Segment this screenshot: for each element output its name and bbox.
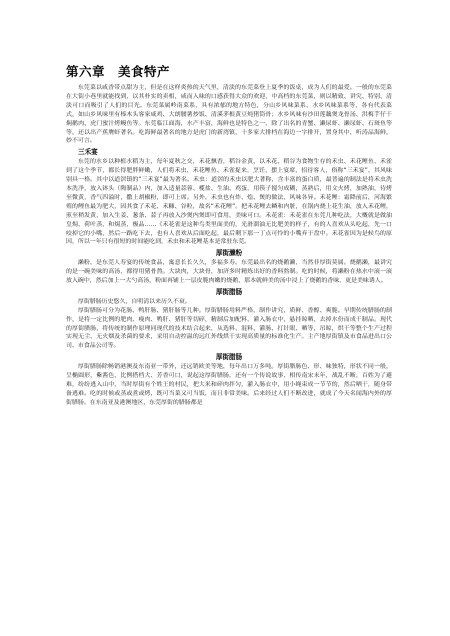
- section-heading: 厚街濑粉: [215, 249, 243, 258]
- paragraph: 濑粉，是东莞人寿宴的传统食品，寓意长长久久，多福多寿。东莞最出名的烧鹅濑，当然非厚街莫属。烧鹅濑，最讲究的是一碗美味的高汤，都得用猪骨熬。大块肉，大块骨，加济多时精炼出好的香料熬制。吃的时候，将濑粉在热水中滚一滚放入碗中，然后加上一大勺高汤，粉面再铺上一层皮脆肉嫩的烧鹅，那本就鲜美的汤中浸上了烧鹅的香味，更是美味诱人。: [66, 259, 392, 285]
- chapter-title: 第六章 美食特产: [66, 64, 171, 79]
- section-heading: 三禾宴: [78, 148, 98, 157]
- section-heading: 厚街腊肠: [215, 287, 243, 296]
- document-body: [66, 84, 392, 408]
- paragraph: 厚街腊肠可分为花肠、鸭肝肠、猪肝肠等几种。厚街腊肠用料严格，制作讲究，质鲜、香醇、爽脆。早期传统腊肠的制作，是将一定比例的肥肉、瘦肉、鸭肝、猪肝等切碎，精制后加配料，灌入肠衣中，悬挂晾晒，去掉水份而成干制品。现代的厚街腊肠，将传统的制作原理同现代的技术结合起来，从选料、混料、灌肠、打针眼、晒等，吊晾，烘干等整个生产过程实现无尘、无火烟及杀菌的要求，采用自动控温的远红外线烘干实现高质量的标准化生产。主产地厚街镇及市食品进出口公司、市食品公司等。: [66, 306, 392, 350]
- paragraph: 厚街腊肠历史悠久，自明清以来历久不衰。: [77, 297, 191, 305]
- paragraph: 东莞菜以咸香带点甜为主，但是在这样炎热的天气里，清淡的东莞菜登上夏季的饭桌，成为人们的最爱。一般的东莞菜在大街小巷里就能找到，以其朴实的卖相，咸而入味的口感获得大众的欢迎，中高档的东莞菜，则以精致、讲究、特别、清淡可口而吸引了人们的目光。东莞菜属岭南菜系，具有浓郁的地方特色，分山乡风味菜系、水乡风味菜系等，各有代表菜式，如山乡风味里有榛木头客家咸鸡、大朗腰薯炒饭、清溪茅根黄豆炖猪筒骨；水乡风味有沙田莲藕煲龙骨汤、洪梅芋仔干焖鹅肉、虎门蜜汁烤鳗鱼等。东莞临江面海，水产丰富，海鲜也是特色之一，除了出名的青蟹、濑尿虾、濑尿虾、石斑鱼等等，还以出产蕉膺虾著名。吃海鲜最著名的地方是虎门的新湾镇，十多家大排档在海边一字排开，置身其中，听涛品海鲜，妙不可言。: [66, 84, 392, 145]
- paragraph: 东莞的水乡以种植水稻为主，每年夏秋之交，禾花飘香，稻谷金黄，以禾花、稻谷为食物生存的禾虫、禾花鲤鱼、禾雀到了这个季节，都长得肥胖鲜嫩，人们将禾虫、禾花鲤鱼、禾雀捉来，烹饪，摆上宴席，招待客人，俗称“三禾宴”，其风味别具一格。其中以道滘镇的“三禾宴”最为著名。禾虫：道滘的禾虫以肥大著称，含丰富的蛋白质，最普遍的制法是将禾虫洗本洗净，放入钵头（陶制品）内，加入适量蒜蓉、榄盐、生油、鸡蛋，用筷子搅匀成糊，蒸熟后，用文火烤，加熟油，待烤至微黄，香气四溢时，撒上胡椒粉，即可上席。另外，禾虫也有炸、烩、煲的做法，风味各异。禾花鲤：霜降前后，河海繁殖的鲤鱼最为肥大，因其食了禾花、禾糠、谷粒，故名“禾花鲤”。把禾花鲤去鳞和内脏，在锅内烧上花生油，放入禾花鲤，煎至稍发黄，加入生姜、葱条、蒜子再放入沙煲内煲即可食用，美味可口。禾花雀：禾花雀在东莞几种吃法，大概就是做油皇焗，荷叶蒸，和焗蒸，极品……《禾花雀是这种鸟类里面美的，光滑溜油无比肥美的样子，有的人喜欢从头吃起，先一口咬掉它的小嘴，然后一路吃下去，也有人喜欢从后面吃起，最后剩下那一丁点可怜的小嘴弃于盘中。禾花雀因为是候鸟的原因，所以一年只有很短的时间能吃到，禾虫和禾花鲤基本是常驻东莞。: [66, 158, 392, 246]
- paragraph: 厚街腊肠除畅销港澳及东南亚一带外，还远销欧美等地，每年出口万多吨。厚街腊肠色、形、味独特，形状不同一般，呈椭圆形，紫酱色，比例搭档大、芳香可口，说起这厚街腊肠，还有一个传说故事，相传南宋末年，战乱不断，百姓为了避难，纷纷逃入山中，当时厚街有个姓王的村民，把大米和碎肉拌匀，灌入肠衣中，用小绳束成一节节的，然后晒干，随身带备逃难。吃的时候或蒸或煮或烤，既可当菜又可当饭，而且非常美味。后来经过人们不断改进，就成了今天名闻海内外的厚街腊肠。在东南亚及港澳地区，东莞厚街的腊肠都是: [66, 363, 392, 406]
- section-heading: 厚街腊肠: [215, 353, 243, 362]
